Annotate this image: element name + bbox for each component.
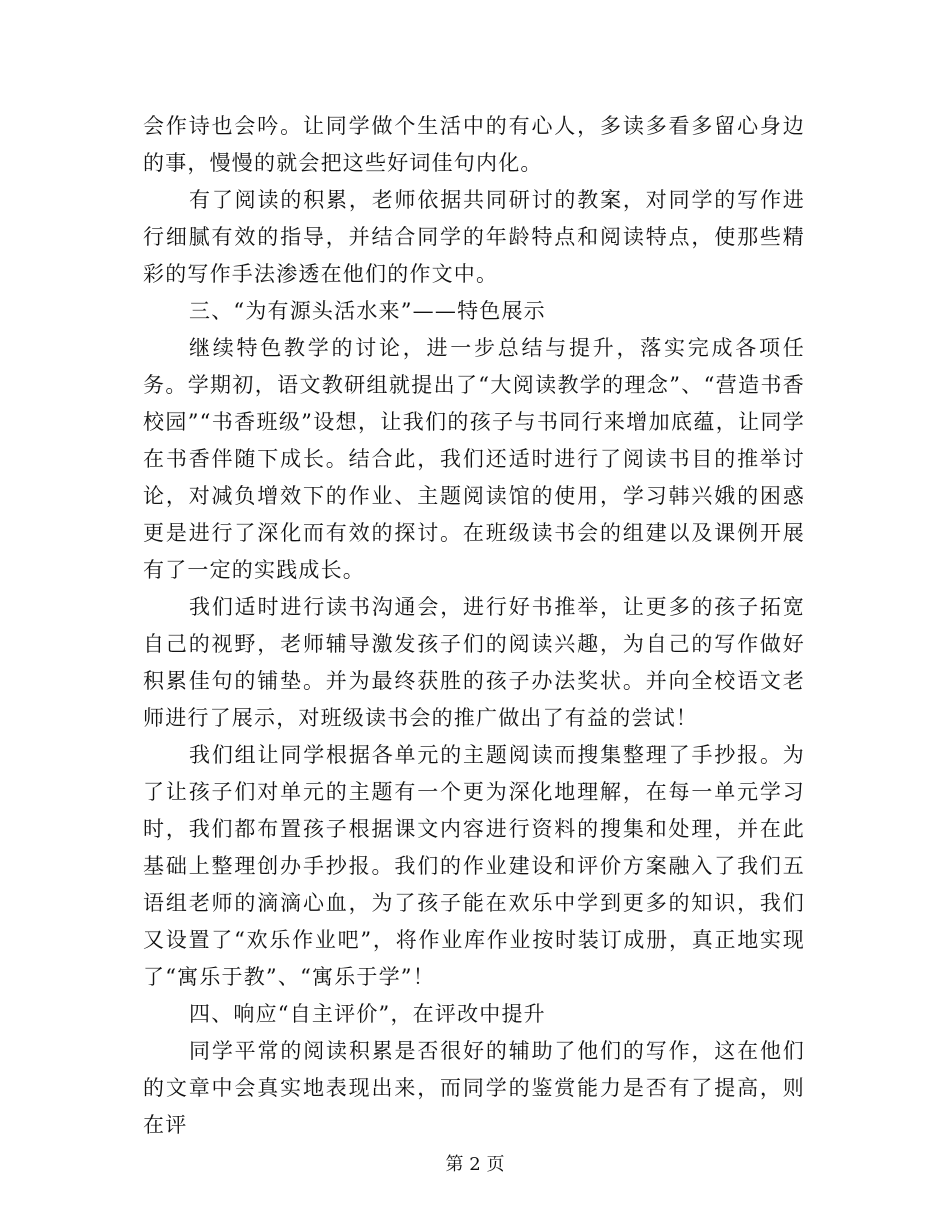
section-heading-3: 三、“为有源头活水来”——特色展示 bbox=[189, 299, 546, 323]
paragraph-2: 有了阅读的积累，老师依据共同研讨的教案，对同学的写作进行细腻有效的指导，并结合同学的年龄特点和阅读特点，使那些精彩的写作手法渗透在他们的作文中。 bbox=[143, 188, 805, 286]
paragraph-6: 我们组让同学根据各单元的主题阅读而搜集整理了手抄报。为了让孩子们对单元的主题有一个更为深化地理解，在每一单元学习时，我们都布置孩子根据课文内容进行资料的搜集和处理，并在此基础上整理创办手抄报。我们的作业建设和评价方案融入了我们五语组老师的滴滴心血，为了孩子能在欢乐中学到更多的知识，我们又设置了“欢乐作业吧”，将作业库作业按时装订成册，真正地实现了“寓乐于教”、“寓乐于学”！ bbox=[143, 743, 805, 989]
document-body bbox=[143, 108, 805, 1144]
section-heading-4: 四、响应“自主评价”，在评改中提升 bbox=[189, 1002, 546, 1026]
page-number: 第 2 页 bbox=[445, 1154, 505, 1175]
paragraph-4: 继续特色教学的讨论，进一步总结与提升，落实完成各项任务。学期初，语文教研组就提出了“大阅读教学的理念”、“营造书香校园”“书香班级”设想，让我们的孩子与书同行来增加底蕴，让同学在书香伴随下成长。结合此，我们还适时进行了阅读书目的推举讨论，对减负增效下的作业、主题阅读馆的使用，学习韩兴娥的困惑更是进行了深化而有效的探讨。在班级读书会的组建以及课例开展有了一定的实践成长。 bbox=[143, 336, 805, 582]
paragraph-5: 我们适时进行读书沟通会，进行好书推举，让更多的孩子拓宽自己的视野，老师辅导激发孩子们的阅读兴趣，为自己的写作做好积累佳句的铺垫。并为最终获胜的孩子办法奖状。并向全校语文老师进行了展示，对班级读书会的推广做出了有益的尝试！ bbox=[143, 595, 805, 730]
paragraph-8: 同学平常的阅读积累是否很好的辅助了他们的写作，这在他们的文章中会真实地表现出来，而同学的鉴赏能力是否有了提高，则在评 bbox=[143, 1039, 805, 1137]
paragraph-1: 会作诗也会吟。让同学做个生活中的有心人，多读多看多留心身边的事，慢慢的就会把这些好词佳句内化。 bbox=[143, 114, 805, 175]
